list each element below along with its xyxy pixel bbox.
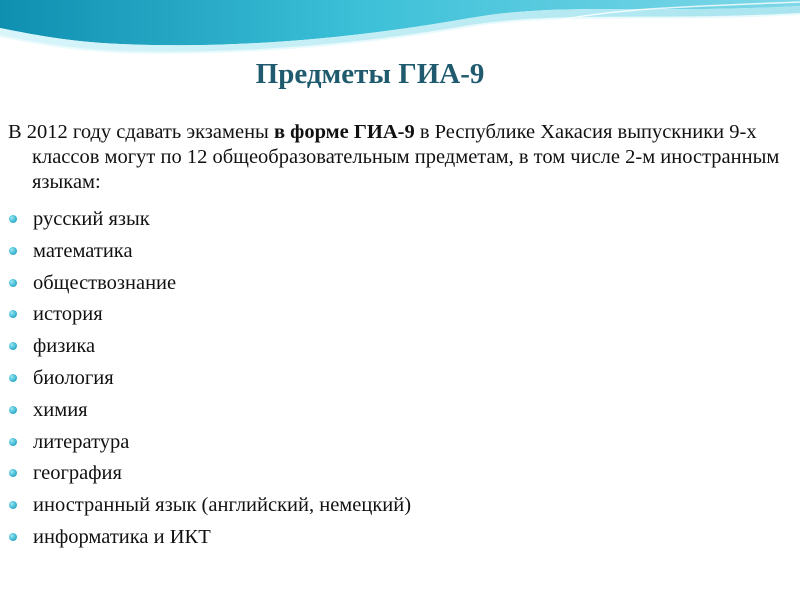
subject-item bbox=[8, 460, 768, 492]
subject-label: иностранный язык (английский, немецкий) bbox=[33, 494, 412, 517]
slide-title: Предметы ГИА-9 bbox=[255, 58, 485, 90]
intro-text-bold: в форме ГИА-9 bbox=[273, 121, 415, 143]
subject-item bbox=[8, 429, 768, 461]
subject-label: физика bbox=[33, 335, 96, 358]
subject-label: русский язык bbox=[33, 208, 150, 230]
intro-paragraph bbox=[8, 120, 800, 195]
intro-text-before: В 2012 году сдавать экзамены bbox=[8, 121, 274, 143]
subject-label: биология bbox=[33, 366, 114, 389]
subject-item bbox=[8, 238, 768, 270]
subject-item bbox=[8, 365, 768, 397]
subject-label: география bbox=[33, 462, 122, 485]
subject-item bbox=[8, 206, 768, 238]
bullet-icon bbox=[9, 215, 17, 223]
bullet-icon bbox=[9, 438, 17, 446]
intro-text-after: в Республике Хакасия выпускники 9-х классов могут по 12 общеобразовательным предметам, в том числе 2-м иностранным языкам: bbox=[32, 121, 780, 193]
subject-item bbox=[8, 270, 768, 302]
subject-item bbox=[8, 333, 768, 365]
bullet-icon bbox=[9, 279, 17, 287]
subject-label: обществознание bbox=[33, 271, 177, 294]
bullet-icon bbox=[9, 533, 17, 541]
bullet-icon bbox=[9, 406, 17, 414]
bullet-icon bbox=[9, 310, 17, 318]
subject-item bbox=[8, 524, 768, 556]
subject-item bbox=[8, 492, 768, 524]
subject-label: информатика и ИКТ bbox=[33, 525, 211, 548]
subject-item bbox=[8, 301, 768, 333]
subject-label: химия bbox=[33, 398, 88, 421]
bullet-icon bbox=[9, 374, 17, 382]
subject-label: история bbox=[33, 303, 103, 326]
bullet-icon bbox=[9, 342, 17, 350]
bullet-icon bbox=[9, 469, 17, 477]
subject-item bbox=[8, 397, 768, 429]
bullet-icon bbox=[9, 247, 17, 255]
header-wave-decoration bbox=[0, 0, 800, 60]
bullet-icon bbox=[9, 501, 17, 509]
subject-label: математика bbox=[33, 239, 133, 262]
subject-list bbox=[8, 206, 768, 556]
subject-label: литература bbox=[33, 430, 130, 453]
